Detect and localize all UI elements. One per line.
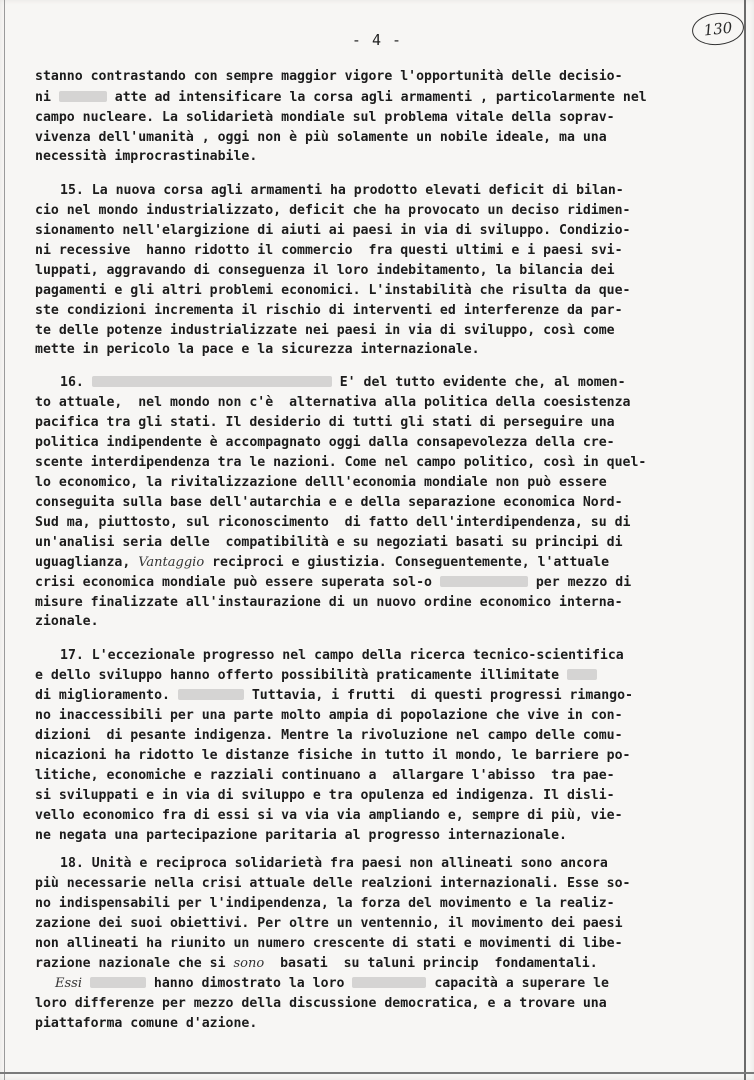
text-line: si sviluppati e in via di sviluppo e tra opulenza ed indigenza. Il disli- [35,788,615,803]
text-line: razione nazionale che si sono basati su taluni princip fondamentali. [35,956,598,971]
text-line: pacifica tra gli stati. Il desiderio di tutti gli stati di perseguire una [35,415,615,430]
handwritten-correction: Vantaggio [138,555,205,570]
handwritten-correction: Essi [55,976,82,991]
text-line: di miglioramento. Tuttavia, i frutti di questi progressi rimango- [35,688,633,703]
text-line: crisi economica mondiale può essere superata sol-o per mezzo di [35,575,632,590]
text-line: zazione dei suoi obiettivi. Per oltre un ventennio, il movimento dei paesi [35,916,623,931]
text-line: stanno contrastando con sempre maggior vigore l'opportunità delle decisio- [35,69,623,84]
text-line: più necessarie nella crisi attuale delle realzioni internazionali. Esse so- [35,876,631,891]
text-line: 15. La nuova corsa agli armamenti ha prodotto elevati deficit di bilan- [60,183,624,198]
text-line: nicazioni ha ridotto le distanze fisiche in tutto il mondo, le barriere po- [35,748,631,763]
text-line: piattaforma comune d'azione. [35,1016,258,1031]
text-line: Essi hanno dimostrato la loro capacità a superare le [55,976,610,991]
archive-stamp: 130 [690,10,745,47]
text-line: necessità improcrastinabile. [35,149,258,164]
redaction-mark [90,977,146,988]
text-line: vello economico fra di essi si va via via ampliando e, sempre di più, vie- [35,808,623,823]
text-line: no indispensabili per l'indipendenza, la forza del movimento e la realiz- [35,896,615,911]
text-line: campo nucleare. La solidarietà mondiale sul problema vitale della soprav- [35,110,615,125]
redaction-mark [92,376,332,387]
handwritten-correction: sono [233,956,265,971]
text-line: un'analisi seria delle compatibilità e su negoziati basati su principi di [35,535,623,550]
text-line: to attuale, nel mondo non c'è alternativa alla politica della coesistenza [35,395,631,410]
text-line: loro differenze per mezzo della discussione democratica, e a trovare una [35,996,607,1011]
redaction-mark [59,91,107,102]
redaction-mark [567,669,597,680]
text-line: 18. Unità e reciproca solidarietà fra paesi non allineati sono ancora [60,856,608,871]
redaction-mark [352,977,426,988]
text-line: cio nel mondo industrializzato, deficit che ha provocato un deciso ridimen- [35,203,631,218]
text-line: ni atte ad intensificare la corsa agli armamenti , particolarmente nel [35,90,647,105]
text-line: e dello sviluppo hanno offerto possibilità praticamente illimitate [35,667,597,684]
text-line: zionale. [35,614,99,629]
text-line: non allineati ha riunito un numero crescente di stati e movimenti di libe- [35,936,623,951]
text-line: no inaccessibili per una parte molto ampia di popolazione che vive in con- [35,708,623,723]
text-line: ne negata una partecipazione paritaria al progresso internazionale. [35,828,567,843]
text-line: litiche, economiche e razziali continuano a allargare l'abisso tra pae- [35,768,615,783]
page-edge-bottom [0,1072,754,1074]
text-line: uguaglianza, Vantaggio reciproci e giustizia. Conseguentemente, l'attuale [35,555,610,570]
page-edge-left [4,0,5,1080]
text-line: ste condizioni incrementa il rischio di interventi ed interferenze da par- [35,303,623,318]
text-line: Sud ma, piuttosto, sul riconoscimento di fatto dell'interdipendenza, su di [35,515,631,530]
text-line: sionamento nell'elargizione di aiuti ai paesi in via di sviluppo. Condizio- [35,223,631,238]
text-line: te delle potenze industrializzate nei paesi in via di sviluppo, così come [35,323,615,338]
text-line: mette in pericolo la pace e la sicurezza internazionale. [35,342,480,357]
text-line: ni recessive hanno ridotto il commercio fra questi ultimi e i paesi svi- [35,243,623,258]
page-number: - 4 - [351,31,403,49]
text-line: scente interdipendenza tra le nazioni. Come nel campo politico, così in quel- [35,455,647,470]
redaction-mark [440,576,528,587]
text-line: vivenza dell'umanità , oggi non è più solamente un nobile ideale, ma una [35,130,607,145]
text-line: luppati, aggravando di conseguenza il loro indebitamento, la bilancia dei [35,263,615,278]
redaction-mark [178,689,244,700]
text-line: conseguita sulla base dell'autarchia e e della separazione economica Nord- [35,495,623,510]
text-line: dizioni di pesante indigenza. Mentre la rivoluzione nel campo delle comu- [35,728,623,743]
text-line: politica indipendente è accompagnato oggi dalla consapevolezza della cre- [35,435,615,450]
text-line: 16. E' del tutto evidente che, al momen- [60,375,626,390]
text-line: lo economico, la rivitalizzazione delll'economia mondiale non può essere [35,475,607,490]
text-line: misure finalizzate all'instaurazione di un nuovo ordine economico interna- [35,595,623,610]
text-line: pagamenti e gli altri problemi economici. L'instabilità che risulta da que- [35,283,631,298]
page-edge-right [744,0,746,1080]
text-line: 17. L'eccezionale progresso nel campo della ricerca tecnico-scientifica [60,648,624,663]
